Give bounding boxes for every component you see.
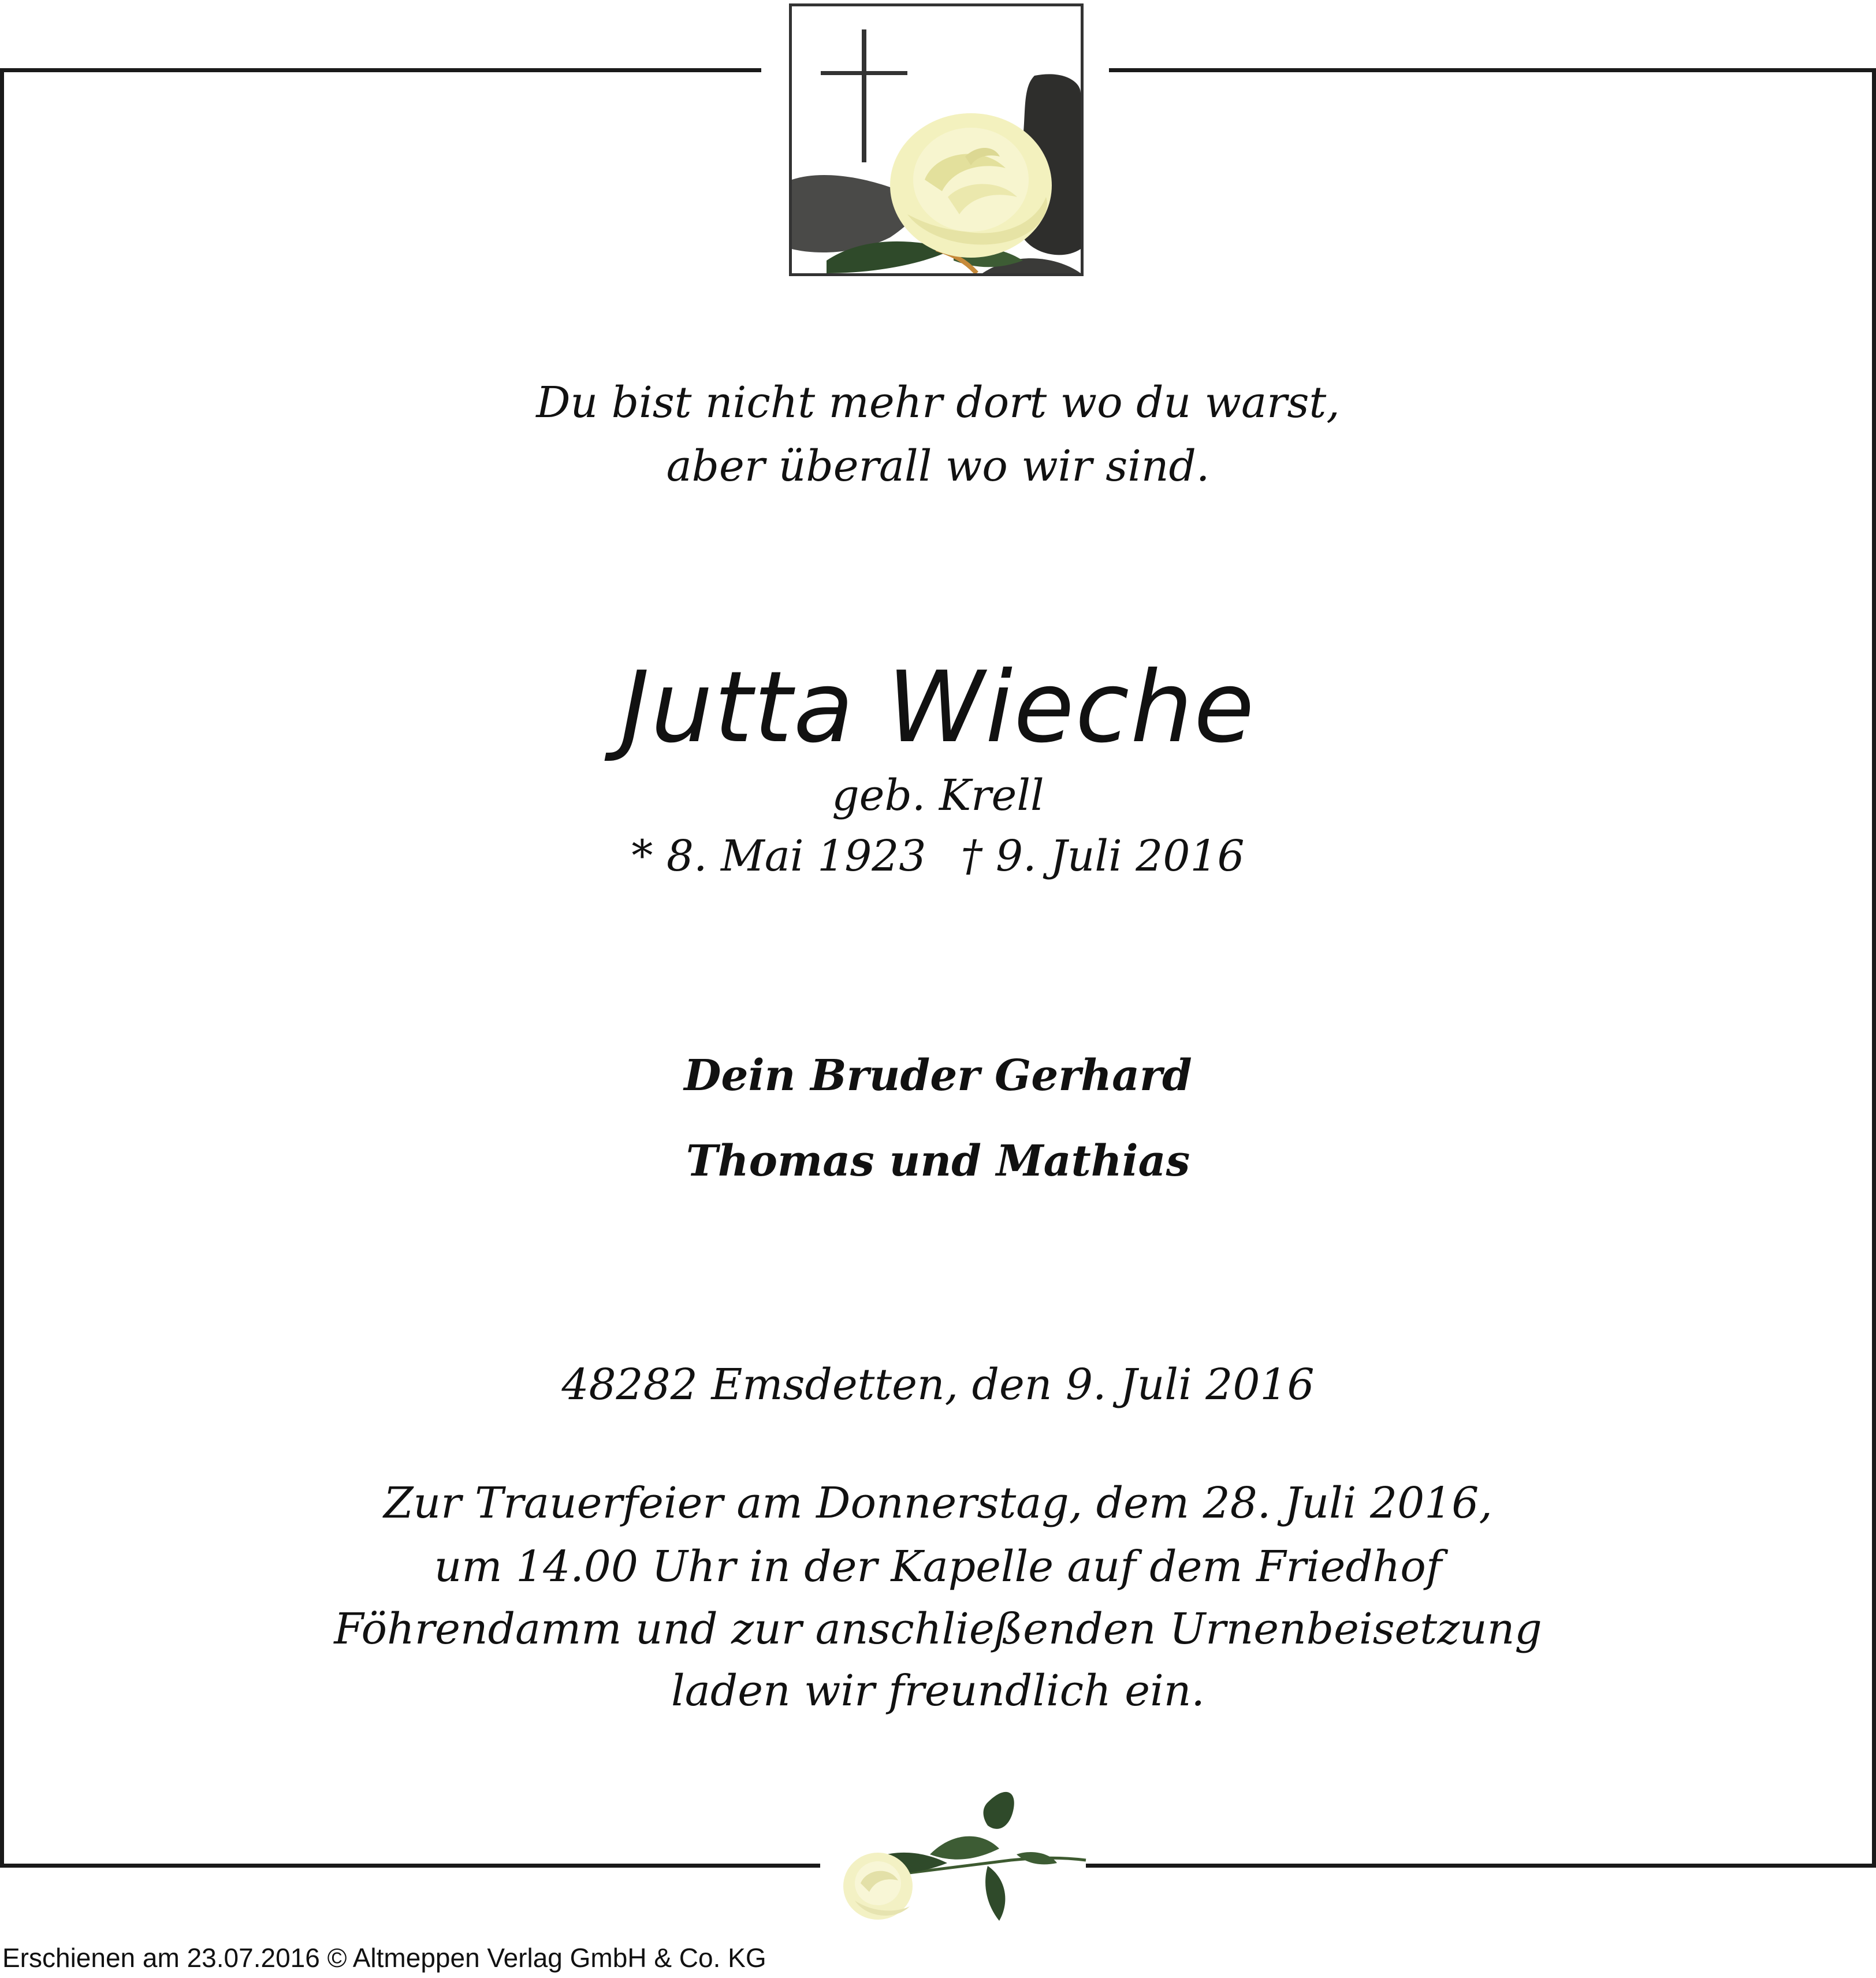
birth-name: geb. Krell bbox=[832, 771, 1044, 820]
frame-bottom-left-line bbox=[0, 1864, 820, 1868]
invitation-line-4: laden wir freundlich ein. bbox=[671, 1666, 1205, 1716]
deceased-name: Jutta Wieche bbox=[620, 650, 1256, 765]
life-dates bbox=[0, 831, 1876, 881]
frame-bottom-right-line bbox=[1086, 1864, 1876, 1868]
frame-left-line bbox=[0, 68, 4, 1868]
family-line-2: Thomas und Mathias bbox=[686, 1136, 1190, 1186]
frame-right-line bbox=[1872, 68, 1876, 1868]
invitation-line-3: Föhrendamm und zur anschließenden Urnenbeisetzung bbox=[334, 1604, 1542, 1654]
death-date: † 9. Juli 2016 bbox=[961, 831, 1245, 881]
rose-icon bbox=[814, 1762, 1103, 1935]
top-emblem bbox=[786, 0, 1086, 277]
quote-line-1: Du bist nicht mehr dort wo du warst, bbox=[536, 378, 1340, 427]
invitation-line-2: um 14.00 Uhr in der Kapelle auf dem Friedhof bbox=[434, 1542, 1442, 1592]
place-date: 48282 Emsdetten, den 9. Juli 2016 bbox=[561, 1360, 1315, 1410]
invitation-line-1: Zur Trauerfeier am Donnerstag, dem 28. Juli 2016, bbox=[384, 1478, 1492, 1528]
birth-date: * 8. Mai 1923 bbox=[631, 831, 926, 881]
frame-top-right-line bbox=[1109, 68, 1876, 72]
frame-top-left-line bbox=[0, 68, 761, 72]
quote-line-2: aber überall wo wir sind. bbox=[666, 441, 1210, 491]
family-line-1: Dein Bruder Gerhard bbox=[684, 1051, 1192, 1100]
publication-footer: Erschienen am 23.07.2016 © Altmeppen Verlag GmbH & Co. KG bbox=[2, 1943, 766, 1973]
cross-and-rose-icon bbox=[789, 3, 1084, 276]
